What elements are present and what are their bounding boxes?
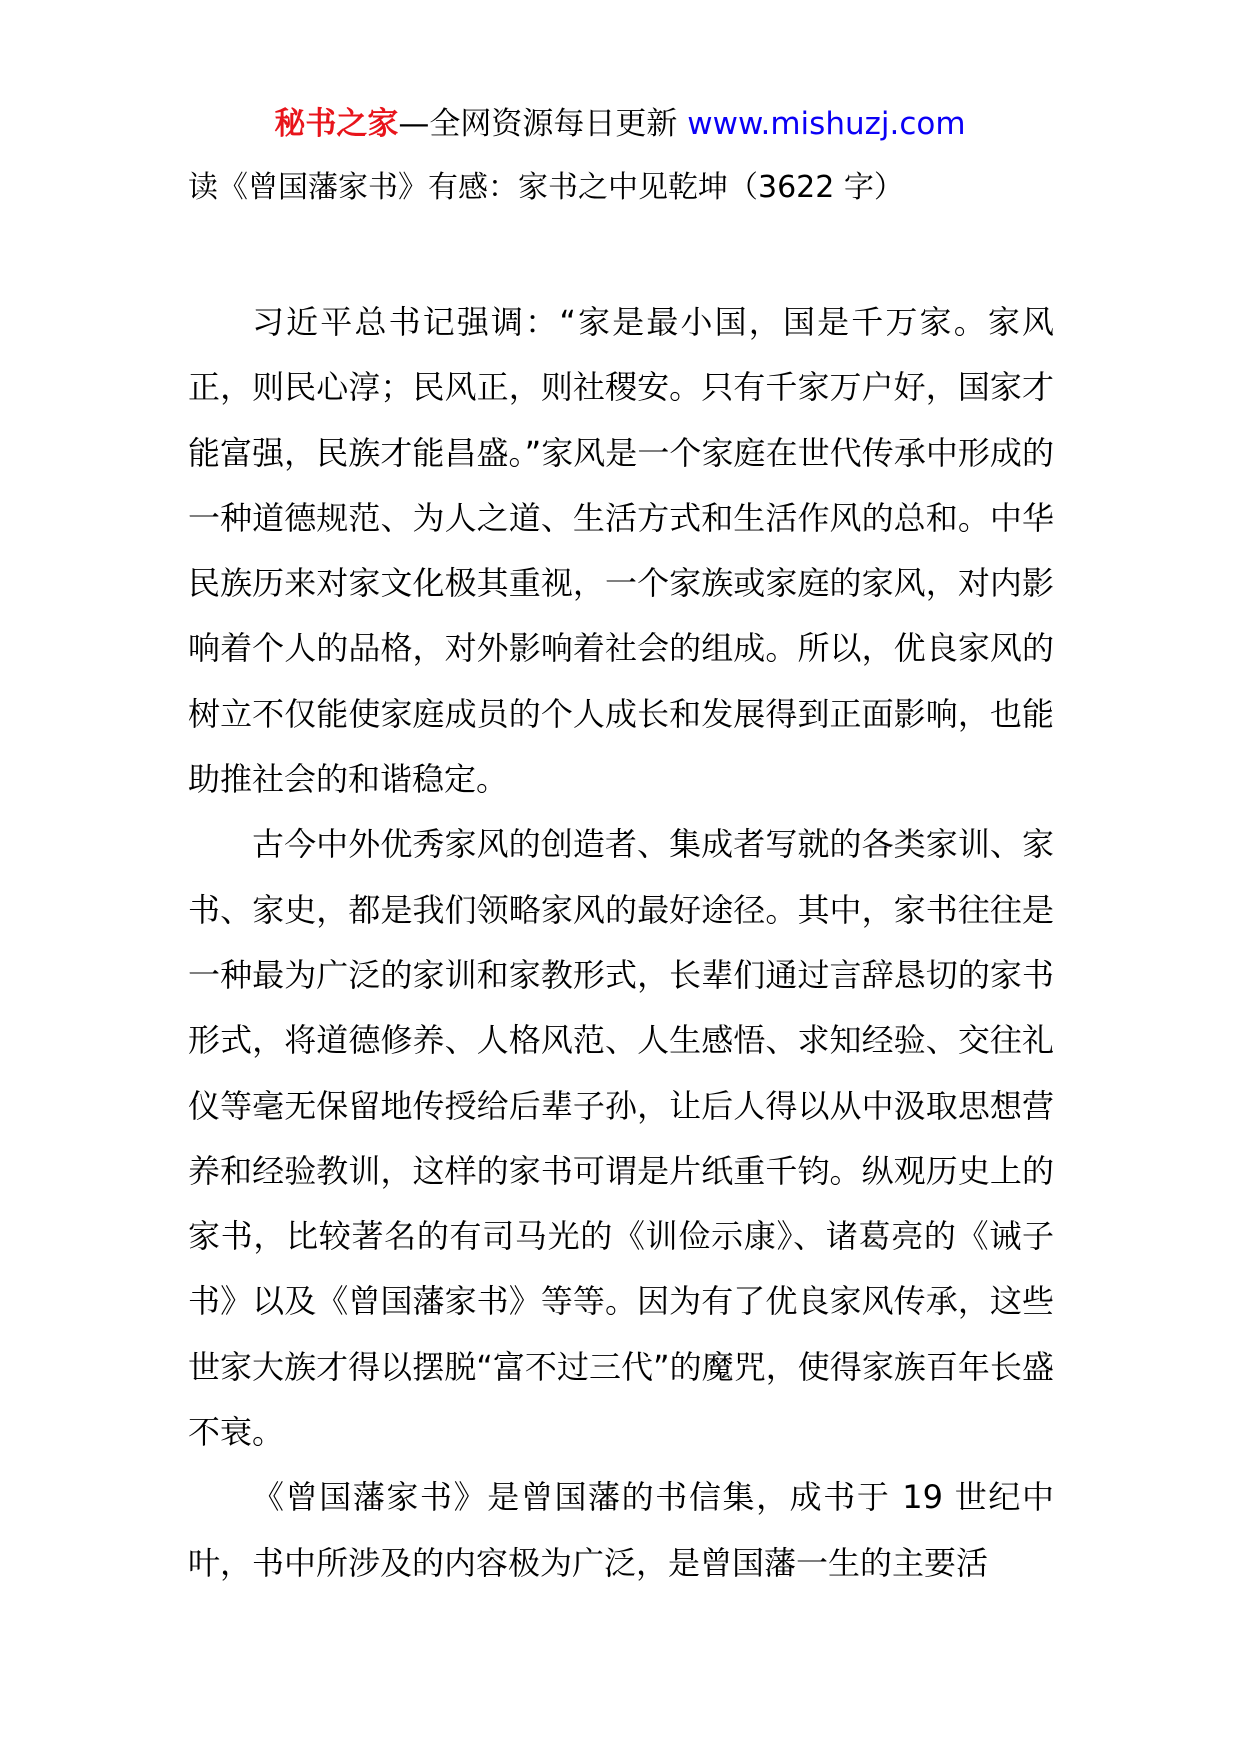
paragraph-2: 古今中外优秀家风的创造者、集成者写就的各类家训、家书、家史，都是我们领略家风的最好途径。其中，家书往往是一种最为广泛的家训和家教形式，长辈们通过言辞恳切的家书形式，将道德修养、人格风范、人生感悟、求知经验、交往礼仪等毫无保留地传授给后辈子孙，让后人得以从中汲取思想营养和经验教训，这样的家书可谓是片纸重千钧。纵观历史上的家书，比较著名的有司马光的《训俭示康》、诸葛亮的《诫子书》以及《曾国藩家书》等等。因为有了优良家风传承，这些世家大族才得以摆脱“富不过三代”的魔咒，使得家族百年长盛不衰。 — [188, 825, 1054, 1452]
site-url-link[interactable]: www.mishuzj.com — [687, 106, 966, 142]
document-title: 读《曾国藩家书》有感：家书之中见乾坤（3622 字） — [188, 170, 904, 205]
site-tagline: —全网资源每日更新 — [398, 106, 678, 142]
site-header — [0, 100, 1240, 148]
brand-name: 秘书之家 — [274, 106, 399, 142]
paragraph-3: 《曾国藩家书》是曾国藩的书信集，成书于 19 世纪中叶，书中所涉及的内容极为广泛，是曾国藩一生的主要活 — [188, 1478, 1054, 1582]
paragraph-1: 习近平总书记强调：“家是最小国，国是千万家。家风正，则民心淳；民风正，则社稷安。只有千家万户好，国家才能富强，民族才能昌盛。”家风是一个家庭在世代传承中形成的一种道德规范、为人之道、生活方式和生活作风的总和。中华民族历来对家文化极其重视，一个家族或家庭的家风，对内影响着个人的品格，对外影响着社会的组成。所以，优良家风的树立不仅能使家庭成员的个人成长和发展得到正面影响，也能助推社会的和谐稳定。 — [188, 303, 1054, 799]
document-body — [188, 290, 1054, 1596]
